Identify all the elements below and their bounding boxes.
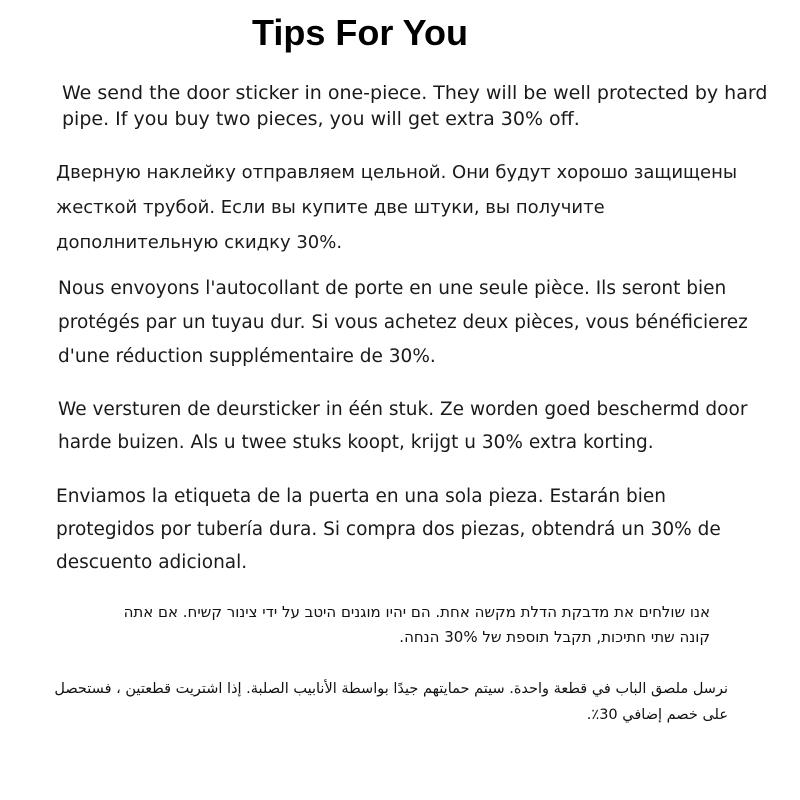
tip-dutch-line: harde buizen. Als u twee stuks koopt, krijgt u 30% extra korting. xyxy=(58,432,654,453)
tip-spanish xyxy=(56,480,776,579)
tip-spanish-line: protegidos por tubería dura. Si compra dos piezas, obtendrá un 30% de xyxy=(56,519,721,540)
tip-french-line: Nous envoyons l'autocollant de porte en une seule pièce. Ils seront bien xyxy=(58,278,727,299)
tip-russian-line: Дверную наклейку отправляем цельной. Они будут хорошо защищены xyxy=(56,162,738,183)
tip-russian xyxy=(56,155,776,260)
tip-french-line: protégés par un tuyau dur. Si vous achetez deux pièces, vous bénéficierez xyxy=(58,312,748,333)
tip-french xyxy=(58,272,778,374)
tip-english xyxy=(62,80,768,132)
tip-dutch xyxy=(58,393,778,459)
tip-dutch-line: We versturen de deursticker in één stuk. Ze worden goed beschermd door xyxy=(58,399,748,420)
tip-english-line: We send the door sticker in one-piece. They will be well protected by hard xyxy=(62,82,768,104)
tip-hebrew-line: אנו שולחים את מדבקת הדלת מקשה אחת. הם יהיו מוגנים היטב על ידי צינור קשיח. אם אתה xyxy=(123,603,710,621)
tip-hebrew-line: קונה שתי חתיכות, תקבל תוספת של 30% הנחה. xyxy=(399,628,710,646)
tip-russian-line: жесткой трубой. Если вы купите две штуки, вы получите xyxy=(56,197,605,218)
tip-arabic-line: على خصم إضافي 30٪. xyxy=(586,707,728,723)
tip-arabic xyxy=(54,676,728,728)
page-title: Tips For You xyxy=(251,12,469,53)
tip-arabic-line: نرسل ملصق الباب في قطعة واحدة. سيتم حمايتهم جيدًا بواسطة الأنابيب الصلبة. إذا اشتريت قطعتين ، فستحصل xyxy=(54,681,728,697)
tip-russian-line: дополнительную скидку 30%. xyxy=(56,232,343,253)
tip-hebrew xyxy=(42,600,710,650)
tip-spanish-line: Enviamos la etiqueta de la puerta en una sola pieza. Estarán bien xyxy=(56,486,666,507)
tip-english-line: pipe. If you buy two pieces, you will get extra 30% off. xyxy=(62,108,580,130)
tip-french-line: d'une réduction supplémentaire de 30%. xyxy=(58,346,436,367)
tip-spanish-line: descuento adicional. xyxy=(56,552,248,573)
